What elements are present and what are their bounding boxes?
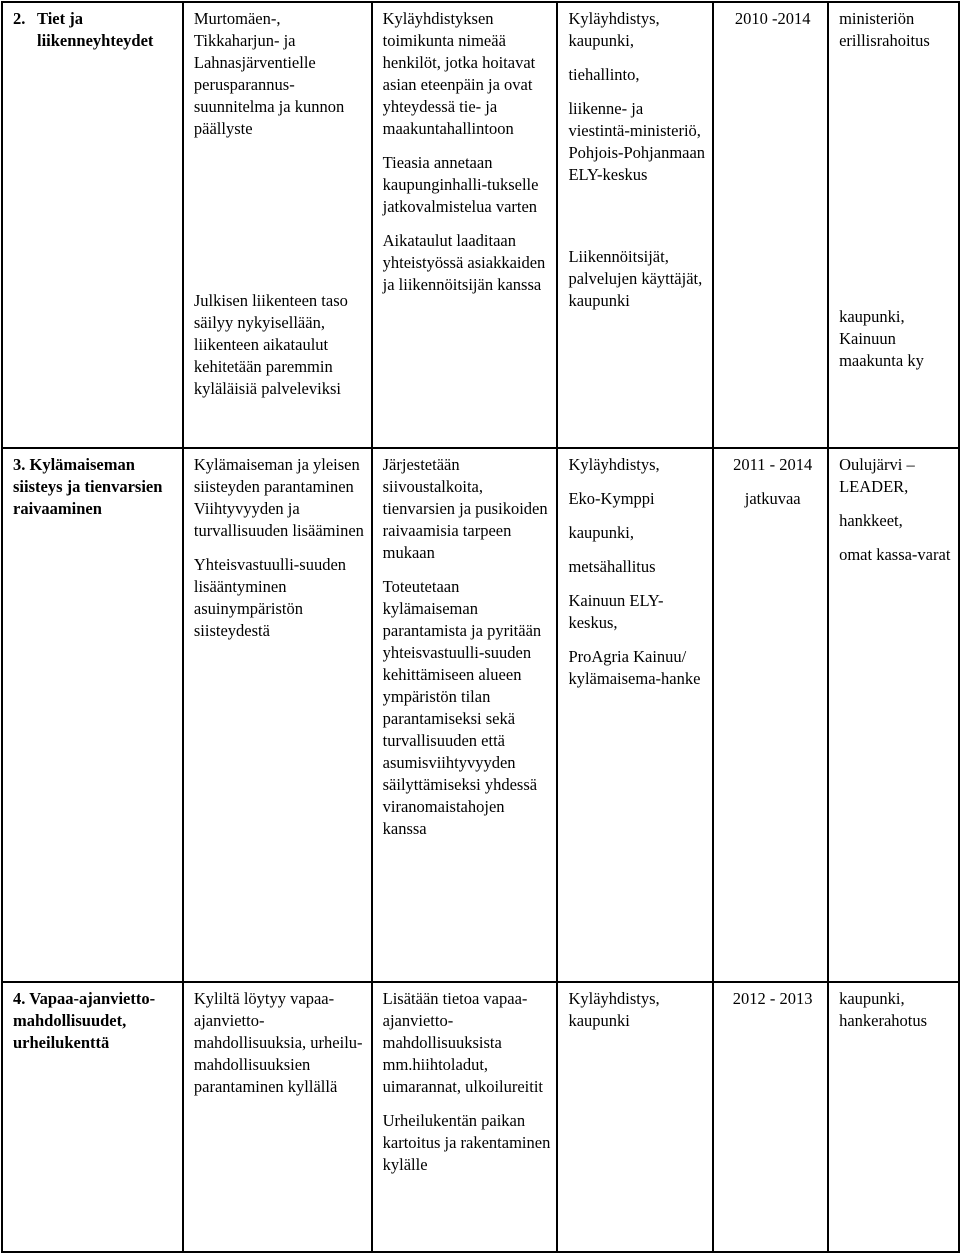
goal-text: Yhteisvastuulli-suuden lisääntyminen asuinympäristön siisteydestä [193, 555, 347, 640]
goal-text: Murtomäen-, Tikkaharjun- ja Lahnasjärventielle perusparannus-suunnitelma ja kunnon päällyste [193, 9, 345, 138]
table-row [2, 448, 959, 982]
action-text: Järjestetään siivoustalkoita, tienvarsien ja pusikoiden raivaamisia tarpeen mukaan [382, 455, 548, 562]
funding-text: hankkeet, [839, 511, 903, 530]
schedule-text: 2012 - 2013 [732, 989, 813, 1008]
goals-cell [183, 982, 372, 1252]
action-text: Urheilukentän paikan kartoitus ja rakentaminen kylälle [382, 1111, 551, 1174]
responsible-text: ProAgria Kainuu/ kylämaisema-hanke [568, 647, 701, 688]
row-title: Vapaa-ajanvietto-mahdollisuudet, urheilukenttä [13, 989, 156, 1052]
responsible-text: metsähallitus [568, 557, 656, 576]
responsible-text: Eko-Kymppi [568, 489, 655, 508]
actions-cell [372, 982, 558, 1252]
responsible-text: Liikennöitsijät, palvelujen käyttäjät, kaupunki [568, 247, 703, 310]
responsible-cell [557, 448, 713, 982]
actions-cell [372, 2, 558, 448]
table-row [2, 2, 959, 448]
schedule-cell [713, 982, 828, 1252]
row-title: Tiet ja liikenneyhteydet [37, 9, 154, 50]
responsible-text: Kyläyhdistys, kaupunki, [568, 9, 660, 50]
schedule-cell [713, 2, 828, 448]
funding-text: Oulujärvi – LEADER, [839, 455, 915, 496]
row-title-cell [2, 448, 183, 982]
schedule-text: 2010 -2014 [734, 9, 811, 28]
action-text: Lisätään tietoa vapaa-ajanvietto-mahdollisuuksista mm.hiihtoladut, uimarannat, ulkoilureitit [382, 989, 544, 1096]
responsible-text: kaupunki, [568, 523, 635, 542]
row-number: 4. [13, 989, 26, 1008]
responsible-text: Kyläyhdistys, [568, 455, 660, 474]
goals-cell [183, 2, 372, 448]
funding-text: kaupunki, hankerahotus [839, 989, 928, 1030]
development-plan-table [1, 1, 960, 1253]
action-text: Kyläyhdistyksen toimikunta nimeää henkilöt, jotka hoitavat asian eteenpäin ja ovat yhteydessä tie- ja maakuntahallintoon [382, 9, 536, 138]
row-title: Kylämaiseman siisteys ja tienvarsien raivaaminen [13, 455, 163, 518]
responsible-text: liikenne- ja viestintä-ministeriö, Pohjois-Pohjanmaan ELY-keskus [568, 99, 706, 184]
row-title-cell [2, 982, 183, 1252]
table-row [2, 982, 959, 1252]
action-text: Aikataulut laaditaan yhteistyössä asiakkaiden ja liikennöitsijän kanssa [382, 231, 546, 294]
funding-text: ministeriön erillisrahoitus [839, 9, 930, 50]
funding-cell [828, 448, 959, 982]
actions-cell [372, 448, 558, 982]
action-text: Toteutetaan kylämaiseman parantamista ja pyritään yhteisvastuulli-suuden kehittämiseen alueen ympäristön tilan parantamiseksi sekä turvallisuuden että asumisviihtyvyyden säilyttämiseksi yhdessä viranomaistahojen kanssa [382, 577, 542, 838]
goals-cell [183, 448, 372, 982]
funding-cell [828, 982, 959, 1252]
funding-text: omat kassa-varat [839, 545, 951, 564]
responsible-text: Kyläyhdistys, kaupunki [568, 989, 660, 1030]
action-text: Tieasia annetaan kaupunginhalli-tukselle jatkovalmistelua varten [382, 153, 539, 216]
responsible-cell [557, 982, 713, 1252]
schedule-text: 2011 - 2014 [733, 455, 813, 474]
row-number: 3. [13, 455, 26, 474]
schedule-cell [713, 448, 828, 982]
funding-text: kaupunki, Kainuun maakunta ky [839, 307, 924, 370]
goal-text: Kylämaiseman ja yleisen siisteyden parantaminen Viihtyvyyden ja turvallisuuden lisääminen [193, 455, 364, 540]
goal-text: Julkisen liikenteen taso säilyy nykyisellään, liikenteen aikataulut kehitetään paremmin kyläläisiä palveleviksi [193, 291, 348, 398]
row-number: 2. [13, 9, 26, 28]
row-title-cell [2, 2, 183, 448]
schedule-text: jatkuvaa [744, 489, 801, 508]
responsible-text: Kainuun ELY-keskus, [568, 591, 664, 632]
responsible-text: tiehallinto, [568, 65, 640, 84]
responsible-cell [557, 2, 713, 448]
goal-text: Kyliltä löytyy vapaa-ajanvietto-mahdollisuuksia, urheilu-mahdollisuuksien parantaminen kyllällä [193, 989, 363, 1096]
funding-cell [828, 2, 959, 448]
